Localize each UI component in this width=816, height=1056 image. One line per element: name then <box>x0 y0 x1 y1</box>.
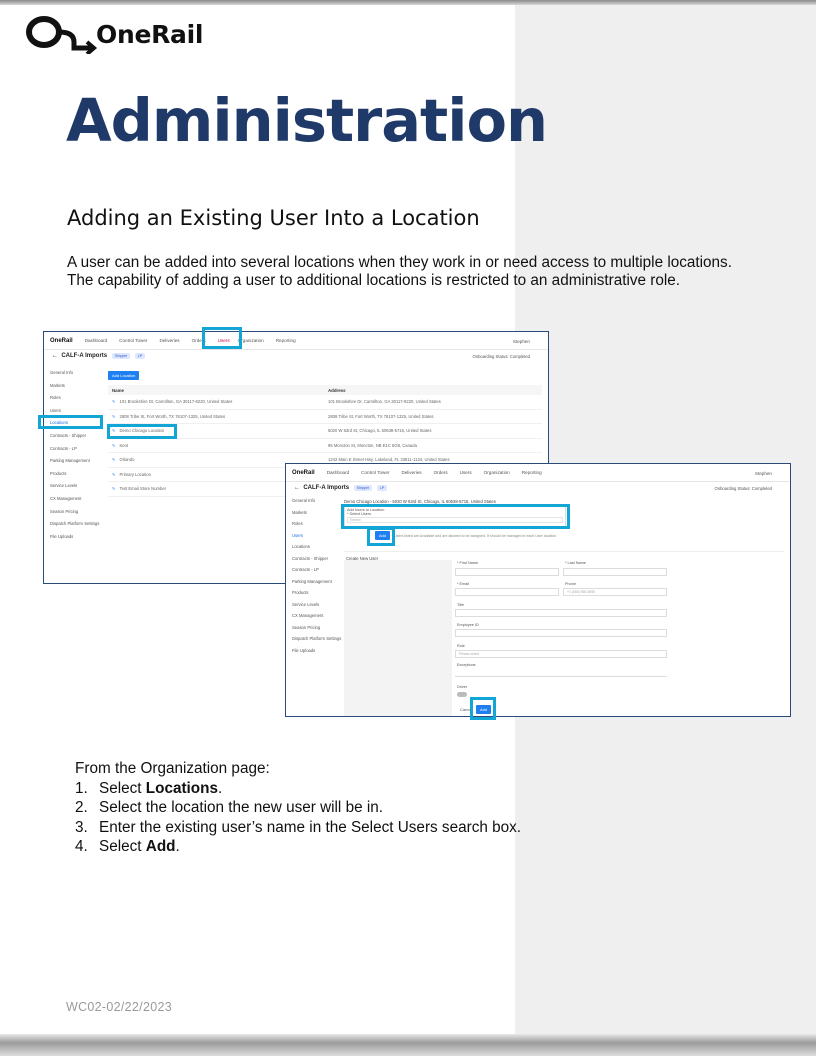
sidebar-item-roles[interactable]: Roles <box>292 521 303 526</box>
edit-icon[interactable]: ✎ <box>112 399 116 405</box>
nav-organization[interactable]: Organization <box>483 470 510 475</box>
submit-add-button[interactable]: Add <box>476 705 491 714</box>
org-name: CALF-A Imports <box>61 353 108 359</box>
sidebar-item-locations[interactable]: Locations <box>50 420 68 426</box>
row-address: 5020 W 63rd St, Chicago, IL 60638-5716, United States <box>328 428 432 434</box>
row-name: Kent <box>119 442 129 448</box>
form-divider <box>344 551 784 552</box>
select-users-sublabel: * Select Users <box>347 512 372 516</box>
sidebar-item-parking[interactable]: Parking Management <box>50 458 90 464</box>
driver-label: Driver <box>457 685 468 689</box>
sidebar-item-markets[interactable]: Markets <box>292 509 307 515</box>
nav-users[interactable]: Users <box>217 338 230 343</box>
highlight-submit-add-button <box>470 697 496 720</box>
tag-shipper: Shipper <box>112 353 130 359</box>
step-item: 1. Select Locations. <box>75 780 223 797</box>
sidebar-item-contracts-shipper[interactable]: Contracts - Shipper <box>292 555 329 561</box>
row-name: Test Email Store Number <box>119 486 167 492</box>
tag-lp: LP <box>377 485 387 491</box>
edit-icon[interactable]: ✎ <box>112 471 116 477</box>
sidebar-item-file-uploads[interactable]: File Uploads <box>292 647 316 653</box>
row-name: 2808 Tribe St, Fort Worth, TX 76107-1325, United States <box>119 413 226 419</box>
back-arrow-icon[interactable]: ← <box>294 485 302 491</box>
sidebar-item-users[interactable]: Users <box>292 532 303 538</box>
col-address: Address <box>328 387 346 393</box>
sidebar-item-service-levels[interactable]: Service Levels <box>292 601 320 607</box>
tag-lp: LP <box>135 353 145 359</box>
last-name-input[interactable] <box>563 568 667 576</box>
driver-toggle[interactable] <box>457 692 467 697</box>
back-arrow-icon[interactable]: ← <box>52 353 60 359</box>
app-nav <box>44 332 548 350</box>
cancel-button[interactable]: Cancel <box>460 707 473 712</box>
highlight-add-users-button <box>367 527 395 546</box>
sidebar-item-locations[interactable]: Locations <box>292 544 310 549</box>
sidebar-item-contracts-shipper[interactable]: Contracts - Shipper <box>50 432 87 438</box>
sidebar-item-season-pricing[interactable]: Season Pricing <box>292 624 321 630</box>
create-user-title: Create New User <box>346 556 379 561</box>
sidebar-item-general-info[interactable]: General Info <box>292 498 316 503</box>
row-name: 101 Brookshire Dr, Carrollton, GA 30117-8220, United States <box>119 399 233 405</box>
role-label: Role <box>457 644 465 648</box>
edit-icon[interactable]: ✎ <box>112 457 116 463</box>
nav-reporting[interactable]: Reporting <box>275 338 296 343</box>
step-item: 2. Select the location the new user will be in. <box>75 799 384 817</box>
nav-orders[interactable]: Orders <box>433 470 448 475</box>
sidebar-item-service-levels[interactable]: Service Levels <box>50 483 78 489</box>
sidebar-item-contracts-lp[interactable]: Contracts - LP <box>292 567 319 572</box>
org-name: CALF-A Imports <box>303 485 350 491</box>
title-input[interactable] <box>455 609 667 617</box>
email-label: * Email <box>457 582 470 586</box>
sidebar-item-contracts-lp[interactable]: Contracts - LP <box>50 445 77 451</box>
sidebar-item-products[interactable]: Products <box>50 470 67 476</box>
role-select[interactable]: Please select <box>455 650 667 658</box>
title-label: Title <box>457 603 465 607</box>
first-name-label: * First Name <box>457 561 479 565</box>
org-header <box>52 353 145 359</box>
sidebar-item-products[interactable]: Products <box>292 590 309 595</box>
steps-intro: From the Organization page: <box>75 760 270 777</box>
nav-users[interactable]: Users <box>459 470 472 475</box>
form-left-rail <box>344 560 452 717</box>
col-name: Name <box>112 387 124 393</box>
phone-label: Phone <box>565 582 576 586</box>
app-logo: OneRail <box>292 469 315 476</box>
nav-orders[interactable]: Orders <box>191 338 206 343</box>
nav-control-tower[interactable]: Control Tower <box>361 470 390 475</box>
sidebar-item-dispatch[interactable]: Dispatch Platform Settings <box>50 521 100 527</box>
users-note: Users listed are Available and are allowed to be assigned. It should be managed in each User location. <box>394 534 558 538</box>
edit-icon[interactable]: ✎ <box>112 442 116 448</box>
sidebar-item-general-info[interactable]: General Info <box>50 370 74 375</box>
exceptions-input[interactable] <box>455 669 667 677</box>
page-title: Administration <box>66 86 548 155</box>
row-name: Primary Location <box>119 471 151 477</box>
nav-dashboard[interactable]: Dashboard <box>84 338 108 343</box>
edit-icon[interactable]: ✎ <box>112 486 116 492</box>
nav-dashboard[interactable]: Dashboard <box>326 470 350 475</box>
nav-reporting[interactable]: Reporting <box>521 470 542 475</box>
highlight-locations-item <box>38 415 103 429</box>
user-name[interactable]: Stephen <box>512 339 530 344</box>
app-nav <box>286 464 790 482</box>
employee-id-input[interactable] <box>455 629 667 637</box>
row-address: 1242 Main E Street Hwy, Lakeland, FL 33811-1134, United States <box>328 457 450 463</box>
onerail-logo <box>24 14 203 54</box>
select-users-input[interactable]: Select <box>347 517 563 523</box>
add-users-button[interactable]: Add <box>375 531 390 540</box>
onerail-logo-icon <box>24 14 98 54</box>
row-address: 101 Brookshire Dr, Carrollton, GA 30117-8220, United States <box>328 399 441 405</box>
last-name-label: * Last Name <box>565 561 586 565</box>
app-logo: OneRail <box>50 337 73 344</box>
user-name[interactable]: Stephen <box>754 471 772 476</box>
onboarding-status: Onboarding Status: Completed <box>714 486 772 491</box>
nav-deliveries[interactable]: Deliveries <box>159 338 180 343</box>
sidebar-item-users[interactable]: Users <box>50 407 61 413</box>
highlight-select-users <box>341 504 570 529</box>
add-user-screenshot <box>285 463 791 717</box>
table-row[interactable] <box>108 395 542 410</box>
sidebar-item-parking[interactable]: Parking Management <box>292 578 332 584</box>
tag-shipper: Shipper <box>354 485 372 491</box>
nav-control-tower[interactable]: Control Tower <box>119 338 148 343</box>
org-header <box>294 485 387 491</box>
top-edge-bar <box>0 0 816 5</box>
highlight-demo-location <box>107 424 177 439</box>
highlight-organization-tab <box>202 327 242 349</box>
step-item: 4. Select Add. <box>75 837 180 855</box>
sidebar-item-roles[interactable]: Roles <box>50 395 61 401</box>
bottom-edge-bar <box>0 1034 816 1056</box>
page-subtitle: Adding an Existing User Into a Location <box>67 206 480 230</box>
sidebar-item-cx[interactable]: CX Management <box>50 495 82 501</box>
first-name-input[interactable] <box>455 568 559 576</box>
row-name: Demo Chicago Location <box>119 428 165 434</box>
brand-name: OneRail <box>96 19 204 49</box>
table-row[interactable] <box>108 439 542 454</box>
step-item: 3. Enter the existing user’s name in the Select Users search box. <box>75 818 522 836</box>
employee-id-label: Employee ID <box>457 623 479 627</box>
row-name: Orlando <box>119 457 135 463</box>
org-sidebar <box>290 498 344 659</box>
nav-organization[interactable]: Organization <box>237 338 264 343</box>
sidebar-item-dispatch[interactable]: Dispatch Platform Settings <box>292 636 342 641</box>
steps-list <box>75 779 521 856</box>
edit-icon[interactable]: ✎ <box>112 428 116 434</box>
phone-input[interactable]: +1 (555) 555-5555 <box>563 588 667 596</box>
footer-code: WC02-02/22/2023 <box>66 1000 172 1014</box>
sidebar-item-cx[interactable]: CX Management <box>292 613 324 618</box>
row-address: 2808 Tribe St, Fort Worth, TX 76107-1325, United States <box>328 413 434 419</box>
org-sidebar <box>48 370 102 546</box>
email-input[interactable] <box>455 588 559 596</box>
intro-paragraph: A user can be added into several locations when they work in or need access to multiple locations. The capability of adding a user to additional locations is restricted to an administrative role. <box>67 254 732 289</box>
sidebar-item-file-uploads[interactable]: File Uploads <box>50 533 74 539</box>
sidebar-item-markets[interactable]: Markets <box>50 382 65 388</box>
select-users-label: Add Users to Location <box>347 508 385 512</box>
edit-icon[interactable]: ✎ <box>112 413 116 419</box>
nav-deliveries[interactable]: Deliveries <box>401 470 422 475</box>
table-row[interactable] <box>108 410 542 425</box>
add-location-button[interactable]: Add Location <box>108 371 139 380</box>
table-header <box>108 385 542 395</box>
row-address: 95 Moncton St, Moncton, NB E1C 6G8, Canada <box>328 442 417 448</box>
location-breadcrumb: Demo Chicago Location - 5020 W 63rd St, Chicago, IL 60638-5716, United States <box>344 499 496 504</box>
exceptions-label: Exceptions <box>457 663 476 667</box>
sidebar-item-season-pricing[interactable]: Season Pricing <box>50 508 79 514</box>
onboarding-status: Onboarding Status: Completed <box>472 354 530 359</box>
